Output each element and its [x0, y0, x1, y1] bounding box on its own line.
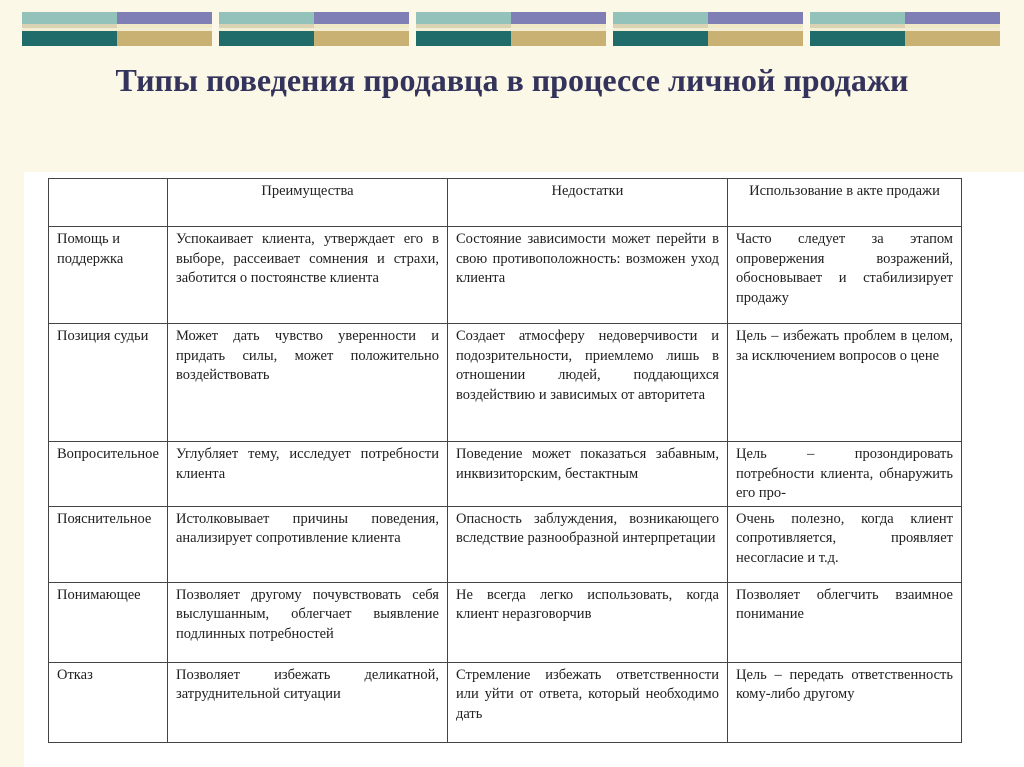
row-disadvantages: Не всегда легко использовать, когда клиент неразговорчив: [447, 582, 727, 662]
table-header-row: [49, 179, 962, 227]
table-row: [49, 662, 962, 742]
behavior-types-table: [48, 178, 962, 743]
table-row: [49, 582, 962, 662]
table-row: [49, 442, 962, 507]
row-usage: Цель – передать ответственность кому-либо другому: [727, 662, 961, 742]
decorative-header-bar: [22, 6, 1002, 46]
row-usage: Часто следует за этапом опровержения возражений, обосновывает и стабилизирует продажу: [727, 227, 961, 324]
row-category: Пояснительное: [49, 506, 168, 582]
header-cell-disadvantages: Недостатки: [447, 179, 727, 227]
decorative-block: [613, 6, 803, 46]
table-row: [49, 324, 962, 442]
row-disadvantages: Состояние зависимости может перейти в свою противоположность: возможен уход клиента: [447, 227, 727, 324]
row-disadvantages: Опасность заблуждения, возникающего вследствие разнообразной интерпретации: [447, 506, 727, 582]
table-row: [49, 506, 962, 582]
row-disadvantages: Создает атмосферу недоверчивости и подозрительности, приемлемо лишь в отношении людей, поддающихся воздействию и зависимых от авторитета: [447, 324, 727, 442]
table-panel: [24, 172, 1024, 767]
table-row: [49, 227, 962, 324]
row-category: Помощь и поддержка: [49, 227, 168, 324]
decorative-block: [810, 6, 1000, 46]
row-disadvantages: Поведение может показаться забавным, инквизиторским, бестактным: [447, 442, 727, 507]
row-usage: Очень полезно, когда клиент сопротивляется, проявляет несогласие и т.д.: [727, 506, 961, 582]
row-category: Позиция судьи: [49, 324, 168, 442]
slide-title: Типы поведения продавца в процессе личной продажи: [115, 62, 909, 98]
decorative-block: [416, 6, 606, 46]
row-advantages: Может дать чувство уверенности и придать силы, может положительно воздействовать: [167, 324, 447, 442]
row-usage: Позволяет облегчить взаимное понимание: [727, 582, 961, 662]
row-disadvantages: Стремление избежать ответственности или уйти от ответа, который необходимо дать: [447, 662, 727, 742]
row-advantages: Истолковывает причины поведения, анализирует сопротивление клиента: [167, 506, 447, 582]
row-usage: Цель – прозондировать потребности клиента, обнаружить его про-: [727, 442, 961, 507]
row-advantages: Позволяет другому почувствовать себя выслушанным, облегчает выявление подлинных потребностей: [167, 582, 447, 662]
header-cell-advantages: Преимущества: [167, 179, 447, 227]
row-category: Отказ: [49, 662, 168, 742]
decorative-block: [22, 6, 212, 46]
header-cell-empty: [49, 179, 168, 227]
row-category: Вопросительное: [49, 442, 168, 507]
row-advantages: Позволяет избежать деликатной, затруднительной ситуации: [167, 662, 447, 742]
row-category: Понимающее: [49, 582, 168, 662]
row-advantages: Успокаивает клиента, утверждает его в выборе, рассеивает сомнения и страхи, заботится о постоянстве клиента: [167, 227, 447, 324]
decorative-block: [219, 6, 409, 46]
header-cell-usage: Использование в акте продажи: [727, 179, 961, 227]
row-usage: Цель – избежать проблем в целом, за исключением вопросов о цене: [727, 324, 961, 442]
row-advantages: Углубляет тему, исследует потребности клиента: [167, 442, 447, 507]
